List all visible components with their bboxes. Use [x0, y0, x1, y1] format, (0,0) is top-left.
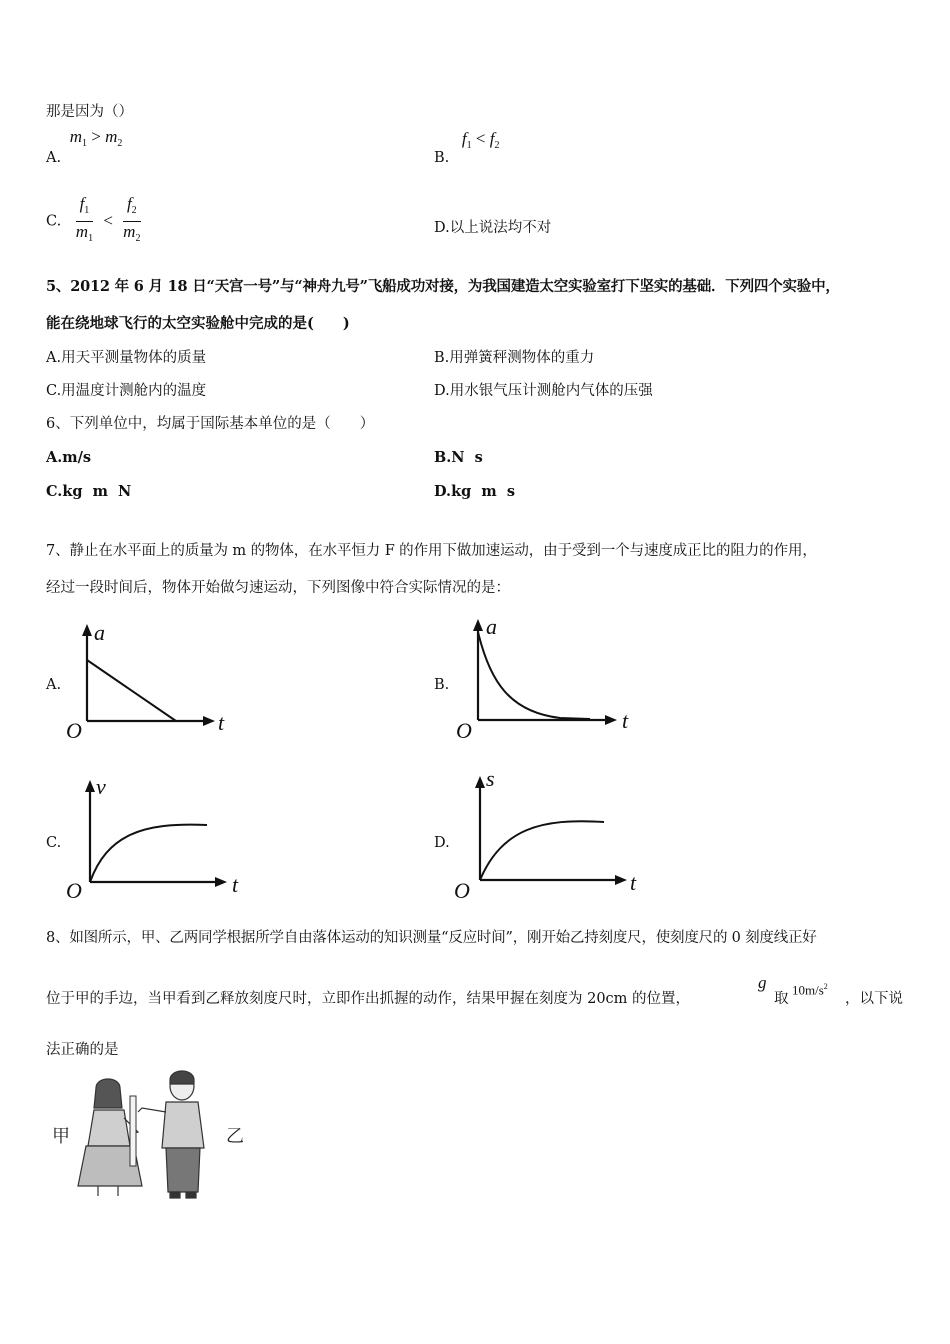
y-arrow: [473, 619, 483, 631]
option-label: D.: [434, 220, 450, 236]
q7-stem-line1: 7、静止在水平面上的质量为 m 的物体，在水平恒力 F 的作用下做加速运动，由于受到一个与速度成正比的阻力的作用，: [46, 543, 817, 559]
q6-option-d[interactable]: D.kg m s: [434, 483, 515, 500]
boy-figure: [138, 1071, 204, 1198]
formula: $\frac{f_1}{m_1}$ < $\frac{f_2}{m_2}$: [75, 194, 141, 244]
q8-stem-line2-end: ，以下说: [845, 991, 903, 1007]
q6-option-a[interactable]: A.m/s: [46, 449, 92, 466]
origin-label: O: [454, 878, 470, 903]
q7-option-d-label[interactable]: D.: [434, 835, 450, 851]
graph-curve: [90, 825, 207, 882]
formula: $f_1 < f_2$: [461, 129, 500, 151]
x-label: t: [232, 872, 239, 897]
q7-graph-c[interactable]: [62, 770, 252, 905]
q4-option-d[interactable]: [434, 219, 551, 237]
q5-stem-line2: 能在绕地球飞行的太空实验舱中完成的是( ): [46, 315, 350, 332]
q4-option-a[interactable]: [46, 127, 123, 167]
q5-option-d[interactable]: D.用水银气压计测舱内气体的压强: [434, 383, 653, 399]
q8-stem-line1: 8、如图所示，甲、乙两同学根据所学自由落体运动的知识测量“反应时间”，刚开始乙持刻度尺，使刻度尺的 0 刻度线正好: [46, 930, 817, 946]
q8-illustration: [50, 1068, 250, 1203]
x-arrow: [215, 877, 227, 887]
origin-label: O: [66, 878, 82, 903]
q7-option-a-label[interactable]: A.: [46, 677, 62, 693]
q8-stem-line2: 位于甲的手边，当甲看到乙释放刻度尺时，立即作出抓握的动作，结果甲握在刻度为 20cm 的位置，: [46, 991, 691, 1007]
q7-graph-d[interactable]: [452, 766, 647, 904]
person-a-label: 甲: [52, 1126, 70, 1147]
q7-graph-a[interactable]: [60, 620, 240, 745]
g-symbol: g: [758, 973, 767, 992]
q7-stem-line2: 经过一段时间后，物体开始做匀速运动，下列图像中符合实际情况的是：: [46, 580, 510, 596]
q5-option-a[interactable]: A.用天平测量物体的质量: [46, 350, 207, 366]
q7-graph-b[interactable]: [450, 612, 640, 742]
y-label: s: [486, 766, 495, 791]
x-arrow: [605, 715, 617, 725]
q4-option-c[interactable]: [46, 194, 146, 249]
y-arrow: [85, 780, 95, 792]
q5-option-b[interactable]: B.用弹簧秤测物体的重力: [434, 350, 595, 366]
formula: $m_1 > m_2$: [69, 127, 123, 149]
q8-stem-line3: 法正确的是: [46, 1042, 119, 1058]
q5-option-c[interactable]: C.用温度计测舱内的温度: [46, 383, 207, 399]
option-text: 以上说法均不对: [449, 220, 552, 236]
x-arrow: [203, 716, 215, 726]
graph-line: [87, 660, 176, 721]
y-arrow: [475, 776, 485, 788]
y-label: a: [94, 620, 105, 645]
g-value: $10m/s^2$: [792, 982, 828, 998]
q4-stem-tail: 那是因为（）: [46, 104, 133, 120]
option-label: C.: [46, 213, 62, 230]
y-label: a: [486, 614, 497, 639]
option-label: B.: [434, 150, 450, 166]
q4-option-b[interactable]: [434, 129, 500, 167]
q6-stem: 6、下列单位中，均属于国际基本单位的是（ ）: [46, 416, 375, 432]
q6-option-b[interactable]: B.N s: [434, 449, 483, 466]
x-label: t: [630, 870, 637, 895]
x-label: t: [218, 710, 225, 735]
graph-curve: [480, 821, 604, 880]
q7-option-b-label[interactable]: B.: [434, 677, 450, 693]
ruler: [130, 1096, 136, 1166]
y-label: v: [96, 774, 106, 799]
origin-label: O: [66, 718, 82, 743]
take-text: 取: [774, 991, 789, 1007]
x-arrow: [615, 875, 627, 885]
option-label: A.: [46, 150, 62, 166]
origin-label: O: [456, 718, 472, 743]
y-arrow: [82, 624, 92, 636]
q6-option-c[interactable]: C.kg m N: [46, 483, 132, 500]
q7-option-c-label[interactable]: C.: [46, 835, 62, 851]
x-label: t: [622, 708, 629, 733]
q5-stem-line1: 5、2012 年 6 月 18 日“天宫一号”与“神舟九号”飞船成功对接，为我国建造太空实验室打下坚实的基础．下列四个实验中，: [46, 278, 840, 295]
person-b-label: 乙: [226, 1126, 244, 1147]
graph-curve: [478, 632, 590, 719]
